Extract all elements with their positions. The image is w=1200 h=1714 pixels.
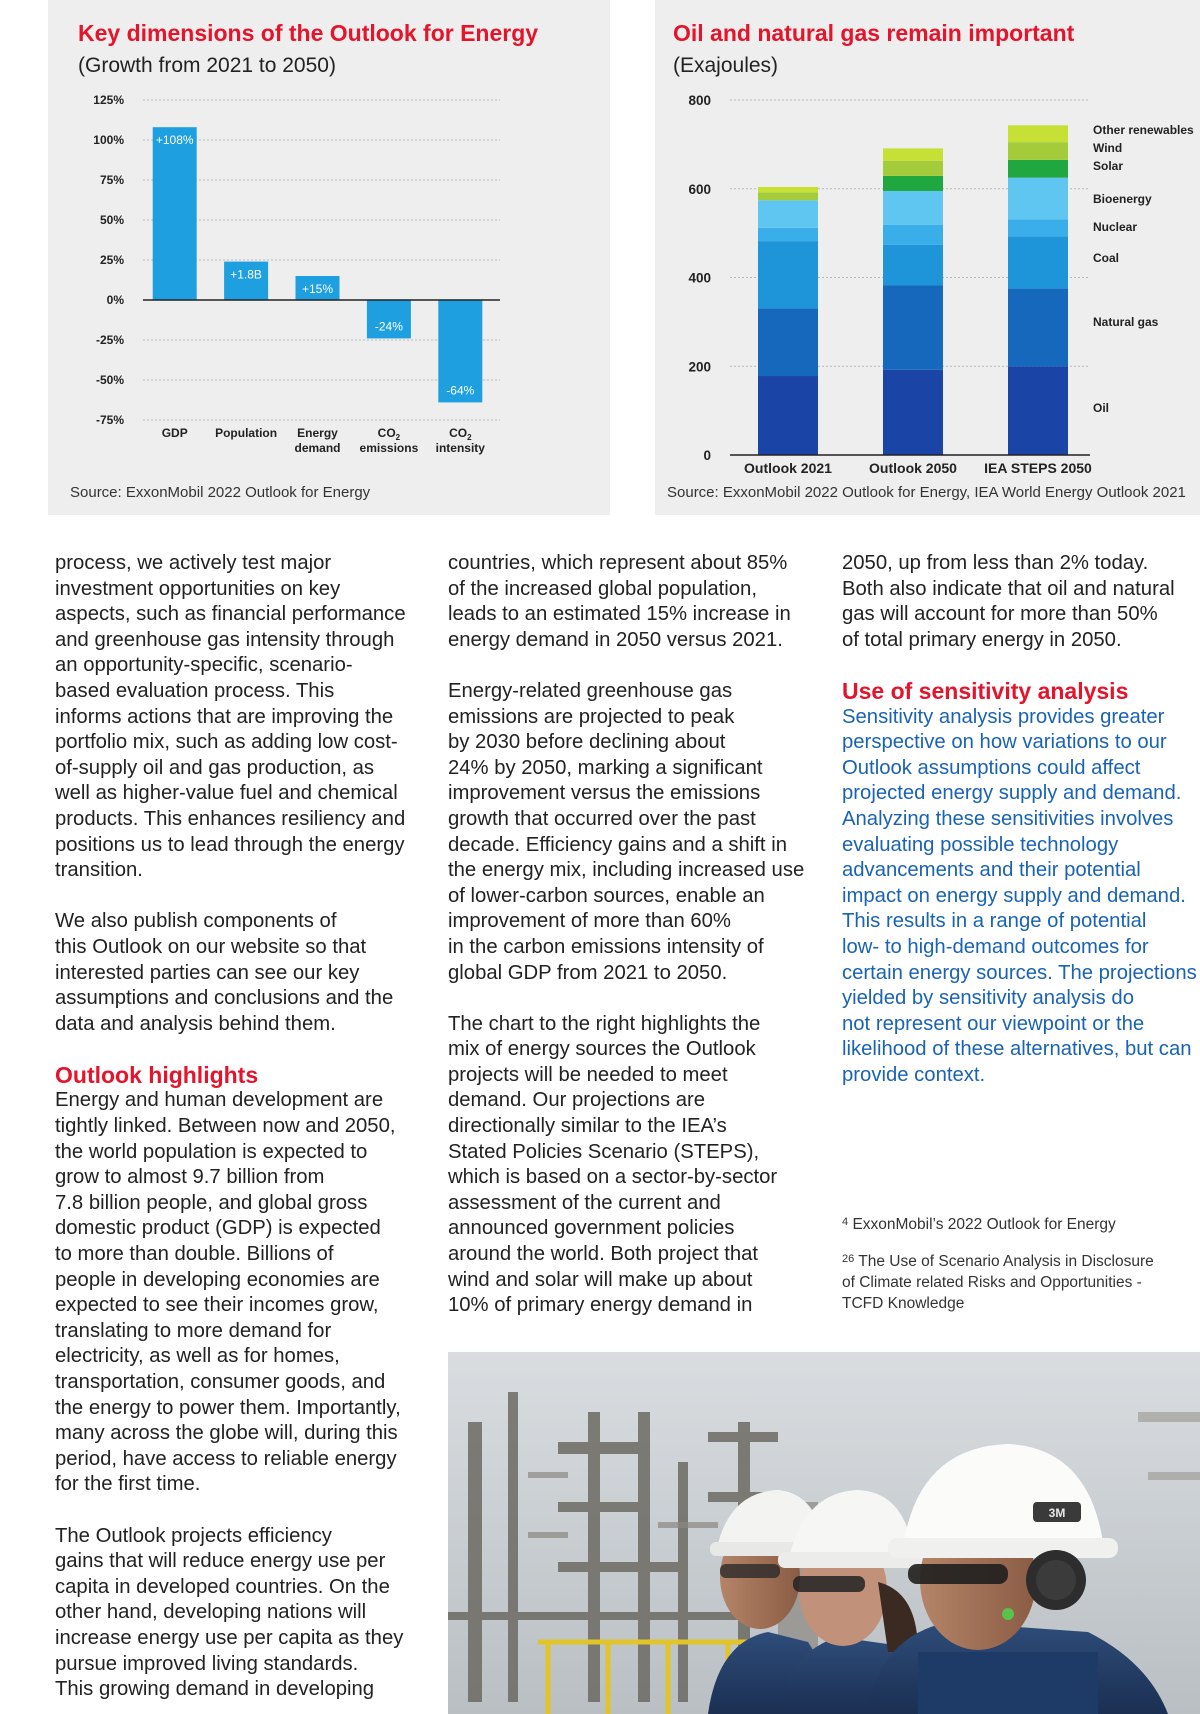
text-line: transportation, consumer goods, and (55, 1371, 386, 1393)
text-line: many across the globe will, during this (55, 1422, 398, 1445)
x-tick-label: Outlook 2021 (744, 460, 832, 476)
text-line: leads to an estimated 15% increase in (448, 603, 791, 626)
x-tick-label: emissions (359, 441, 419, 455)
text-line: process, we actively test major (55, 552, 332, 574)
x-tick-label: IEA STEPS 2050 (984, 460, 1092, 476)
section-heading-sensitivity-analysis: Use of sensitivity analysis (842, 677, 1129, 704)
text-line: expected to see their incomes grow, (55, 1294, 379, 1317)
helmet-brand-text: 3M (1048, 1506, 1066, 1520)
segment-nuclear (883, 225, 943, 245)
text-line: 2050, up from less than 2% today. (842, 552, 1149, 574)
text-line: Stated Policies Scenario (STEPS), (448, 1140, 760, 1163)
x-tick-label: GDP (161, 426, 188, 440)
footnote-text: The Use of Scenario Analysis in Disclosure (858, 1253, 1154, 1270)
segment-natural-gas (883, 285, 943, 369)
text-column-2 (448, 551, 820, 1344)
text-line: decade. Efficiency gains and a shift in (448, 833, 787, 856)
legend-label: Other renewables (1093, 123, 1194, 137)
paragraph (55, 1088, 427, 1498)
y-tick-label: 100% (93, 133, 124, 147)
paragraph (55, 551, 427, 884)
text-line: which is based on a sector-by-sector (448, 1166, 778, 1189)
text-line: the world population is expected to (55, 1140, 368, 1163)
paragraph (448, 551, 820, 653)
text-column-3 (842, 551, 1200, 1114)
refinery-workers-illustration (448, 1352, 1200, 1714)
text-line: projected energy supply and demand. (842, 782, 1182, 805)
x-tick-label: Population (215, 426, 278, 440)
footnote-text: TCFD Knowledge (842, 1295, 965, 1312)
text-line: informs actions that are improving the (55, 705, 394, 728)
sensitivity-paragraph (842, 705, 1200, 1089)
text-line: This results in a range of potential (842, 910, 1147, 933)
y-tick-label: 0% (106, 293, 124, 307)
text-line: other hand, developing nations will (55, 1601, 367, 1624)
text-line: grow to almost 9.7 billion from (55, 1166, 325, 1189)
text-line: electricity, as well as for homes, (55, 1345, 340, 1368)
text-line: energy demand in 2050 versus 2021. (448, 628, 783, 651)
text-line: domestic product (GDP) is expected (55, 1217, 381, 1240)
text-line: Outlook assumptions could affect (842, 756, 1141, 779)
text-line: projects will be needed to meet (448, 1063, 728, 1086)
segment-wind (1008, 142, 1068, 160)
text-line: of total primary energy in 2050. (842, 628, 1122, 651)
segment-other-renewables (1008, 125, 1068, 142)
segment-other-renewables (758, 187, 818, 192)
text-line: gas will account for more than 50% (842, 603, 1158, 626)
text-line: of lower-carbon sources, enable an (448, 884, 765, 907)
text-line: aspects, such as financial performance (55, 603, 406, 626)
text-column-1 (55, 551, 427, 1714)
text-line: period, have access to reliable energy (55, 1447, 397, 1470)
y-tick-label: 25% (99, 253, 124, 267)
segment-bioenergy (883, 191, 943, 225)
energy-mix-chart-panel (655, 0, 1200, 515)
text-line: of the increased global population, (448, 577, 757, 600)
text-line: around the world. Both project that (448, 1243, 759, 1266)
text-line: Energy-related greenhouse gas (448, 679, 733, 702)
growth-chart-panel (48, 0, 610, 515)
paragraph (55, 1524, 427, 1703)
segment-natural-gas (1008, 289, 1068, 367)
text-line: global GDP from 2021 to 2050. (448, 961, 728, 984)
y-tick-label: -75% (95, 413, 124, 427)
data-label: +108% (155, 133, 194, 148)
text-line: tightly linked. Between now and 2050, (55, 1115, 396, 1138)
text-line: based evaluation process. This (55, 679, 335, 702)
text-line: demand. Our projections are (448, 1089, 706, 1112)
data-label: +15% (301, 282, 334, 296)
text-line: to more than double. Billions of (55, 1243, 334, 1266)
growth-chart-subtitle: (Growth from 2021 to 2050) (78, 54, 336, 77)
segment-oil (1008, 366, 1068, 455)
y-tick-label: -50% (95, 373, 124, 387)
footnote-number: 26 (842, 1253, 855, 1265)
bar-gdp (153, 127, 197, 300)
segment-solar (883, 176, 943, 191)
text-line: 7.8 billion people, and global gross (55, 1191, 368, 1214)
y-tick-label: -25% (95, 333, 124, 347)
footnote-text: ExxonMobil’s 2022 Outlook for Energy (852, 1216, 1116, 1233)
text-line: directionally similar to the IEA’s (448, 1115, 727, 1138)
text-line: improvement of more than 60% (448, 910, 731, 933)
text-line: advancements and their potential (842, 859, 1141, 882)
text-line: increase energy use per capita as they (55, 1626, 404, 1649)
text-line: wind and solar will make up about (448, 1268, 753, 1291)
segment-wind (883, 161, 943, 176)
legend-label: Nuclear (1093, 220, 1138, 234)
segment-coal (1008, 236, 1068, 288)
text-line: evaluating possible technology (842, 833, 1119, 856)
footnote-number: 4 (842, 1216, 849, 1228)
segment-bioenergy (1008, 178, 1068, 220)
text-line: well as higher-value fuel and chemical (55, 782, 398, 805)
text-line: low- to high-demand outcomes for (842, 935, 1149, 958)
y-tick-label: 75% (99, 173, 124, 187)
energy-mix-chart-subtitle: (Exajoules) (673, 54, 779, 77)
energy-mix-chart-title: Oil and natural gas remain important (673, 20, 1075, 46)
text-line: impact on energy supply and demand. (842, 884, 1186, 907)
footnote (842, 1212, 1200, 1235)
text-line: mix of energy sources the Outlook (448, 1038, 756, 1061)
growth-chart-title: Key dimensions of the Outlook for Energy (78, 20, 539, 46)
x-tick-label: Energy (297, 426, 338, 440)
text-line: emissions are projected to peak (448, 705, 735, 728)
text-line: growth that occurred over the past (448, 807, 756, 830)
growth-chart-source: Source: ExxonMobil 2022 Outlook for Energy (70, 484, 371, 501)
data-label: -24% (374, 319, 403, 334)
text-line: of-supply oil and gas production, as (55, 756, 375, 779)
text-line: assumptions and conclusions and the (55, 987, 394, 1010)
text-line: in the carbon emissions intensity of (448, 935, 764, 958)
segment-oil (883, 370, 943, 455)
text-line: 10% of primary energy demand in (448, 1294, 753, 1317)
segment-other-renewables (883, 148, 943, 160)
energy-mix-chart-source: Source: ExxonMobil 2022 Outlook for Energy, IEA World Energy Outlook 2021 (667, 484, 1186, 501)
segment-oil (758, 376, 818, 455)
paragraph (55, 909, 427, 1037)
text-line: The chart to the right highlights the (448, 1012, 761, 1035)
text-line: announced government policies (448, 1217, 735, 1240)
text-line: positions us to lead through the energy (55, 833, 405, 856)
growth-bar-chart (48, 0, 610, 515)
text-line: 24% by 2050, marking a significant (448, 756, 763, 779)
text-line: capita in developed countries. On the (55, 1575, 390, 1598)
text-line: this Outlook on our website so that (55, 935, 367, 958)
text-line: perspective on how variations to our (842, 731, 1167, 754)
text-line: an opportunity-specific, scenario- (55, 654, 353, 677)
text-line: yielded by sensitivity analysis do (842, 987, 1134, 1010)
y-tick-label: 400 (688, 270, 711, 286)
text-line: Energy and human development are (55, 1089, 384, 1112)
x-tick-label: Outlook 2050 (869, 460, 957, 476)
text-line: gains that will reduce energy use per (55, 1550, 386, 1573)
footnote-text: of Climate related Risks and Opportunities - (842, 1274, 1142, 1291)
text-line: for the first time. (55, 1473, 201, 1496)
text-line: translating to more demand for (55, 1319, 332, 1342)
data-label: -64% (446, 383, 475, 398)
text-line: interested parties can see our key (55, 961, 360, 984)
text-line: transition. (55, 859, 143, 882)
x-tick-label: $CO_2$ (377, 426, 401, 442)
paragraph (448, 679, 820, 986)
x-tick-label: $CO_2$ (449, 426, 472, 442)
text-line: provide context. (842, 1063, 986, 1086)
text-line: portfolio mix, such as adding low cost- (55, 731, 398, 754)
legend-label: Bioenergy (1093, 192, 1152, 206)
text-line: countries, which represent about 85% (448, 552, 788, 574)
y-tick-label: 200 (688, 359, 711, 375)
y-tick-label: 0 (703, 448, 711, 463)
text-line: certain energy sources. The projections (842, 961, 1197, 984)
footnote (842, 1249, 1200, 1314)
legend-label: Oil (1093, 401, 1110, 415)
text-line: investment opportunities on key (55, 577, 341, 600)
text-line: The Outlook projects efficiency (55, 1524, 332, 1547)
text-line: assessment of the current and (448, 1191, 721, 1214)
legend-label: Solar (1093, 159, 1124, 173)
y-tick-label: 800 (688, 93, 711, 108)
segment-coal (883, 245, 943, 286)
text-line: and greenhouse gas intensity through (55, 628, 395, 651)
segment-bioenergy (758, 200, 818, 228)
legend-label: Coal (1093, 251, 1120, 265)
segment-wind (758, 192, 818, 200)
text-line: We also publish components of (55, 910, 337, 933)
text-line: pursue improved living standards. (55, 1652, 359, 1675)
text-line: data and analysis behind them. (55, 1012, 336, 1035)
text-line: people in developing economies are (55, 1268, 380, 1291)
segment-natural-gas (758, 309, 818, 376)
footnotes (842, 1212, 1200, 1328)
text-line: the energy to power them. Importantly, (55, 1396, 401, 1419)
workers-photo (448, 1352, 1200, 1714)
text-line: This growing demand in developing (55, 1678, 375, 1701)
x-tick-label: intensity (435, 441, 485, 455)
segment-nuclear (1008, 219, 1068, 236)
y-tick-label: 600 (688, 181, 711, 197)
section-heading-outlook-highlights: Outlook highlights (55, 1061, 259, 1088)
text-line: Sensitivity analysis provides greater (842, 705, 1165, 728)
legend-label: Wind (1093, 141, 1123, 155)
paragraph (842, 551, 1200, 653)
legend-label: Natural gas (1093, 315, 1159, 329)
text-line: improvement versus the emissions (448, 782, 761, 805)
segment-solar (1008, 160, 1068, 178)
text-line: products. This enhances resiliency and (55, 807, 406, 830)
paragraph (448, 1012, 820, 1319)
y-tick-label: 125% (93, 93, 124, 107)
data-label: +1.8B (230, 267, 262, 282)
segment-coal (758, 241, 818, 308)
text-line: not represent our viewpoint or the (842, 1012, 1145, 1035)
text-line: Analyzing these sensitivities involves (842, 807, 1174, 830)
text-line: likelihood of these alternatives, but can (842, 1038, 1192, 1061)
text-line: by 2030 before declining about (448, 731, 726, 754)
segment-nuclear (758, 228, 818, 241)
y-tick-label: 50% (99, 213, 124, 227)
x-tick-label: demand (294, 441, 341, 455)
text-line: the energy mix, including increased use (448, 859, 805, 882)
energy-mix-stacked-chart (655, 0, 1200, 515)
text-line: Both also indicate that oil and natural (842, 577, 1175, 600)
